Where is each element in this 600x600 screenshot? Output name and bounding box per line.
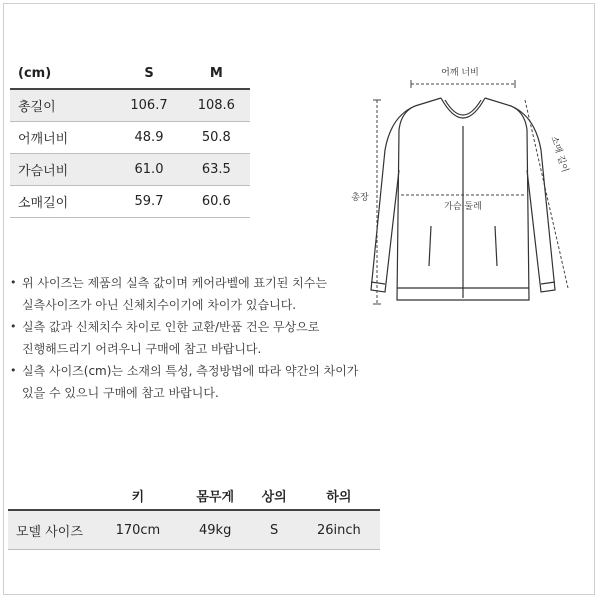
value-s: 59.7: [134, 194, 164, 209]
size-row-chest: [10, 154, 250, 186]
row-label: 소매길이: [18, 196, 69, 211]
row-label: 가슴너비: [18, 164, 69, 179]
value-m: 108.6: [197, 98, 235, 113]
chest-label: 가슴 둘레: [444, 202, 482, 212]
note-line: 실측 사이즈(cm)는 소재의 특성, 측정방법에 따라 약간의 차이가: [22, 364, 359, 378]
jacket-measurement-diagram: [335, 60, 600, 335]
size-table-header: [10, 58, 250, 89]
note-line: 진행해드리기 어려우니 구매에 참고 바랍니다.: [22, 342, 262, 356]
note-item: [10, 316, 360, 360]
note-line: 실측사이즈가 아닌 신체치수이기에 차이가 있습니다.: [22, 298, 297, 312]
height-header: 키: [131, 489, 145, 505]
total-length-label: 총장: [351, 193, 369, 203]
value-m: 63.5: [201, 162, 231, 177]
top-size-header: 상의: [261, 489, 287, 505]
shoulder-width-label: 어깨 너비: [441, 68, 479, 78]
model-weight: 49kg: [180, 510, 251, 550]
value-s: 106.7: [130, 98, 168, 113]
model-top-size: S: [251, 510, 298, 550]
bullet: •: [10, 276, 17, 289]
sleeve-length-label: 소매 길이: [548, 134, 570, 174]
value-m: 50.8: [201, 130, 231, 145]
model-size-row: [8, 510, 380, 550]
note-line: 있을 수 있으니 구매에 참고 바랍니다.: [22, 386, 219, 400]
size-row-sleeve: [10, 186, 250, 218]
note-line: 실측 값과 신체치수 차이로 인한 교환/반품 건은 무상으로: [22, 320, 320, 334]
sleeve-measure-line: [525, 100, 568, 288]
unit-header: (cm): [18, 65, 52, 81]
model-size-table: [8, 481, 380, 550]
value-m: 60.6: [201, 194, 231, 209]
weight-header: 몸무게: [196, 489, 235, 505]
size-row-total-length: [10, 89, 250, 122]
size-table: [10, 58, 250, 218]
value-s: 61.0: [134, 162, 164, 177]
row-label: 어깨너비: [18, 132, 69, 147]
model-table-header: [8, 481, 380, 510]
model-height: 170cm: [96, 510, 180, 550]
value-s: 48.9: [134, 130, 164, 145]
bottom-size-header: 하의: [326, 489, 352, 505]
bullet: •: [10, 364, 17, 377]
row-label: 총길이: [18, 100, 56, 115]
model-size-label: 모델 사이즈: [8, 510, 96, 550]
note-item: [10, 272, 360, 316]
note-line: 위 사이즈는 제품의 실측 값이며 케어라벨에 표기된 치수는: [22, 276, 327, 290]
model-bottom-size: 26inch: [298, 510, 380, 550]
bullet: •: [10, 320, 17, 333]
size-m-header: M: [209, 65, 223, 81]
size-s-header: S: [144, 65, 154, 81]
size-notes: [10, 272, 360, 404]
note-item: [10, 360, 360, 404]
jacket-outline: [371, 98, 555, 300]
model-header-empty: [8, 481, 96, 510]
size-row-shoulder: [10, 122, 250, 154]
